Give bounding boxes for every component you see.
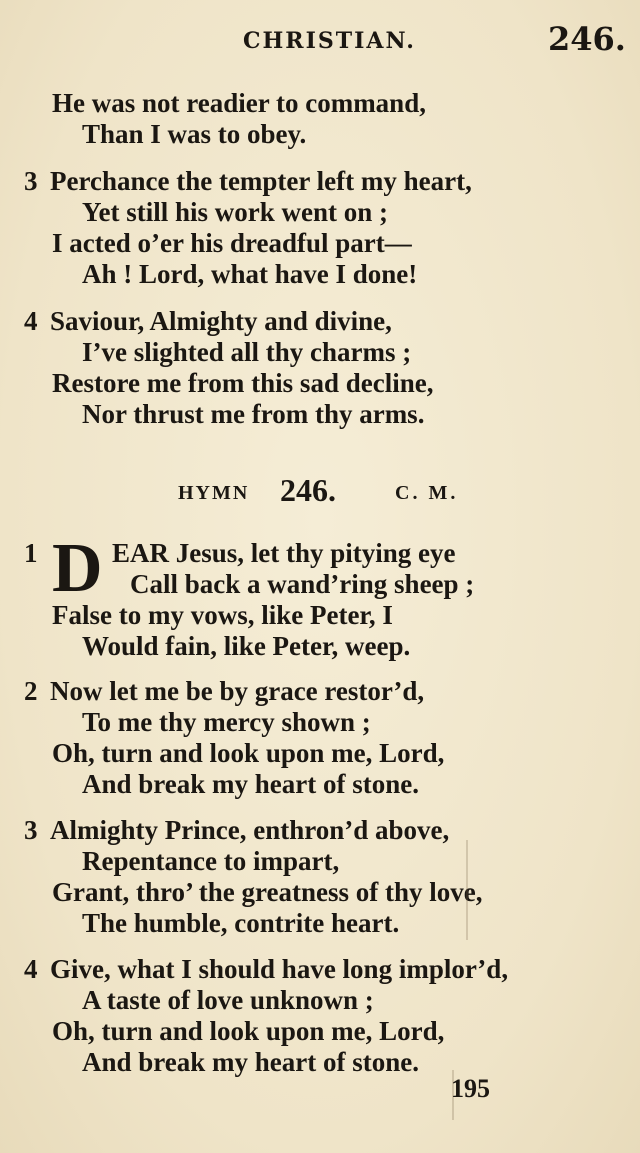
poem-line: And break my heart of stone. bbox=[82, 769, 419, 799]
poem-line: EAR Jesus, let thy pitying eye bbox=[112, 538, 456, 568]
poem-line: I acted o’er his dreadful part— bbox=[52, 228, 412, 258]
poem-line: Yet still his work went on ; bbox=[82, 197, 389, 227]
poem-line: Restore me from this sad decline, bbox=[52, 368, 434, 398]
page-crease bbox=[466, 840, 468, 940]
stanza-line bbox=[24, 166, 472, 196]
poem-line: The humble, contrite heart. bbox=[82, 908, 400, 938]
poem-line: Nor thrust me from thy arms. bbox=[82, 399, 425, 429]
verse-number: 1 bbox=[24, 538, 38, 568]
stanza-line bbox=[24, 306, 392, 336]
poem-line: False to my vows, like Peter, I bbox=[52, 600, 393, 630]
stanza-line bbox=[24, 815, 449, 845]
stanza-number: 4 bbox=[24, 306, 38, 336]
poem-line: Almighty Prince, enthron’d above, bbox=[50, 815, 450, 845]
poem-line: Ah ! Lord, what have I done! bbox=[82, 259, 418, 289]
drop-cap: D bbox=[52, 530, 103, 607]
stanza-line bbox=[24, 676, 424, 706]
hymn-meter: C. M. bbox=[395, 482, 459, 504]
running-title: CHRISTIAN. bbox=[243, 28, 416, 54]
poem-line: Saviour, Almighty and divine, bbox=[50, 306, 392, 336]
running-head bbox=[0, 20, 640, 60]
stanza-number: 4 bbox=[24, 954, 38, 984]
signature-mark: 195 bbox=[451, 1074, 490, 1103]
stanza-number: 3 bbox=[24, 815, 38, 845]
stanza-number: 3 bbox=[24, 166, 38, 196]
poem-line: To me thy mercy shown ; bbox=[82, 707, 371, 737]
poem-line: Oh, turn and look upon me, Lord, bbox=[52, 738, 445, 768]
poem-line: Grant, thro’ the greatness of thy love, bbox=[52, 877, 483, 907]
poem-line: He was not readier to command, bbox=[52, 88, 426, 118]
poem-line: Perchance the tempter left my heart, bbox=[50, 166, 472, 196]
poem-line: Than I was to obey. bbox=[82, 119, 307, 149]
poem-line: Call back a wand’ring sheep ; bbox=[130, 569, 475, 599]
poem-line: A taste of love unknown ; bbox=[82, 985, 374, 1015]
poem-line: Now let me be by grace restor’d, bbox=[50, 676, 425, 706]
page-number: 246. bbox=[548, 20, 626, 58]
stanza-number: 2 bbox=[24, 676, 38, 706]
poem-line: Give, what I should have long implor’d, bbox=[50, 954, 509, 984]
stanza-line bbox=[24, 954, 508, 984]
poem-line: Would fain, like Peter, weep. bbox=[82, 631, 411, 661]
poem-line: Repentance to impart, bbox=[82, 846, 340, 876]
poem-line: Oh, turn and look upon me, Lord, bbox=[52, 1016, 445, 1046]
poem-line: And break my heart of stone. bbox=[82, 1047, 419, 1077]
hymn-number: 246. bbox=[280, 472, 336, 508]
poem-line: I’ve slighted all thy charms ; bbox=[82, 337, 412, 367]
hymn-label: HYMN bbox=[178, 482, 250, 504]
